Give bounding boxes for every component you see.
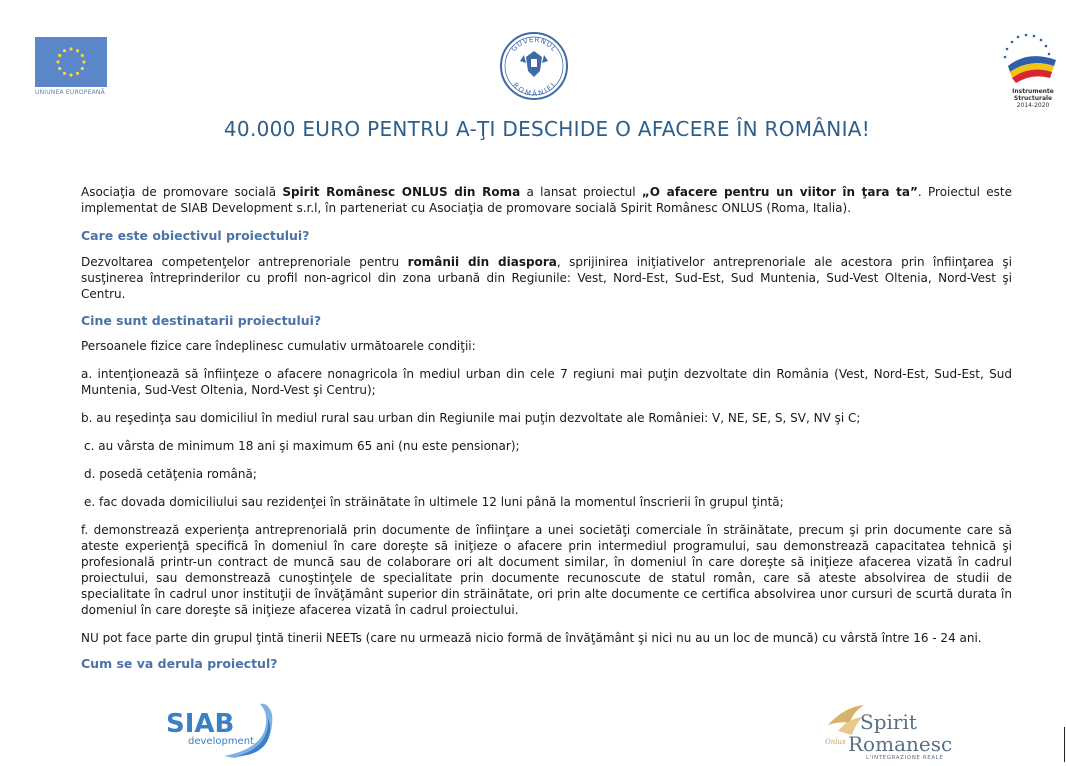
objective-text-1: Dezvoltarea competenţelor antreprenoriale pentru <box>81 255 408 269</box>
siab-subtitle: development <box>188 736 254 747</box>
eu-logo <box>35 37 109 96</box>
romanesc-word: Romanesc <box>848 732 953 756</box>
heading-process: Cum se va derula proiectul? <box>81 656 278 671</box>
government-seal-icon <box>498 31 570 101</box>
eu-flag-icon <box>35 37 107 87</box>
intro-text-3: . Proiectul este implementat de SIAB Development s.r.l, în parteneriat cu Asociaţia de promovare socială Spirit Românesc ONLUS (Roma, Italia). <box>81 185 1012 215</box>
spirit-romanesc-icon <box>822 701 962 761</box>
condition-f: f. demonstrează experienţa antreprenorială prin documente de înfiinţare a unei societăţi comerciale în străinătate, precum şi prin documente care să ateste experienţă specifică în domeniul în care doreşte să iniţieze o afacere prin intermediul programului, sau demonstrează capacitatea tehnică şi profesională printr-un contract de muncă sau de colaborare ori alt document similar, în domeniul în care doreşte să iniţieze afacerea vizată în cadrul proiectului, sau demonstrează cunoştinţele de specialitate prin documente recunoscute de statul român, care să ateste absolvirea de studii de specialitate în cadrul unor instituţii de învăţământ superior din străinătate, ori prin alte documente ce certifica absolvirea unor cursuri de scurtă durata în domeniul în care doreşte să iniţieze afacerea vizată în cadrul proiectului. <box>81 523 1012 617</box>
condition-c: c. au vârsta de minimum 18 ani şi maximum 65 ani (nu este pensionar); <box>84 439 520 453</box>
intro-text-1: Asociaţia de promovare socială <box>81 185 283 199</box>
government-seal <box>498 31 570 101</box>
structural-instruments-icon <box>998 32 1066 84</box>
objective-text-2: , sprijinirea iniţiativelor antreprenoriale ale acestora prin înfiinţarea şi susţinerea întreprinderilor cu profil non-agricol din zona urbană din Regiunile: Vest, Nord-Est, Sud-Est, Sud Muntenia, Sud-Vest Oltenia, Nord-Vest şi Centru. <box>81 255 1013 301</box>
siab-name: SIAB <box>166 709 235 739</box>
objective-bold: românii din diaspora <box>407 255 557 269</box>
condition-a: a. intenţionează să înfiinţeze o afacere nonagricola în mediul urban din cele 7 regiuni mai puţin dezvoltate din România (Vest, Nord-Est, Sud-Est, Sud Muntenia, Sud-Vest Oltenia, Nord-Vest şi Centru); <box>81 367 1012 397</box>
intro-paragraph <box>81 184 1012 216</box>
intro-bold-1: Spirit Românesc ONLUS din Roma <box>282 185 521 199</box>
page-title: 40.000 EURO PENTRU A-ŢI DESCHIDE O AFACERE ÎN ROMÂNIA! <box>223 117 871 141</box>
siab-logo <box>164 700 278 762</box>
eu-label: UNIUNEA EUROPEANĂ <box>35 89 105 96</box>
heading-objective: Care este obiectivul proiectului? <box>81 228 310 243</box>
spirit-tagline: L'INTEGRAZIONE REALE <box>866 755 944 761</box>
siab-logo-icon <box>164 700 278 762</box>
spirit-romanesc-logo <box>822 701 962 761</box>
spirit-word: Spirit <box>860 710 917 734</box>
structural-instruments-label: Instrumente Structurale <box>1012 88 1054 102</box>
structural-instruments-logo <box>998 32 1066 109</box>
neets-paragraph: NU pot face parte din grupul ţintă tinerii NEETs (care nu urmează nicio formă de învăţământ şi nici nu au un loc de muncă) cu vârstă între 16 - 24 ani. <box>81 631 982 645</box>
intro-text-2: a lansat proiectul <box>520 185 642 199</box>
spirit-onlus: Onlus <box>825 738 846 746</box>
gov-top-text: GUVERNUL <box>509 35 559 54</box>
objective-paragraph <box>81 254 1012 302</box>
gov-bottom-text: ROMÂNIEI <box>511 81 558 98</box>
structural-instruments-years: 2014-2020 <box>1016 102 1050 109</box>
condition-d: d. posedă cetăţenia română; <box>84 467 257 481</box>
intro-bold-2: „O afacere pentru un viitor în ţara ta” <box>641 185 918 199</box>
condition-e: e. fac dovada domiciliului sau rezidenţei în străinătate în ultimele 12 luni până la momentul înscrierii în grupul ţintă; <box>84 495 784 509</box>
document-body <box>81 184 1012 672</box>
heading-recipients: Cine sunt destinatarii proiectului? <box>81 313 322 328</box>
page-edge-divider <box>1064 727 1065 762</box>
persons-intro: Persoanele fizice care îndeplinesc cumulativ următoarele condiţii: <box>81 339 476 353</box>
condition-b: b. au reşedinţa sau domiciliul în mediul rural sau urban din Regiunile mai puţin dezvoltate ale României: V, NE, SE, S, SV, NV şi C; <box>81 411 861 425</box>
